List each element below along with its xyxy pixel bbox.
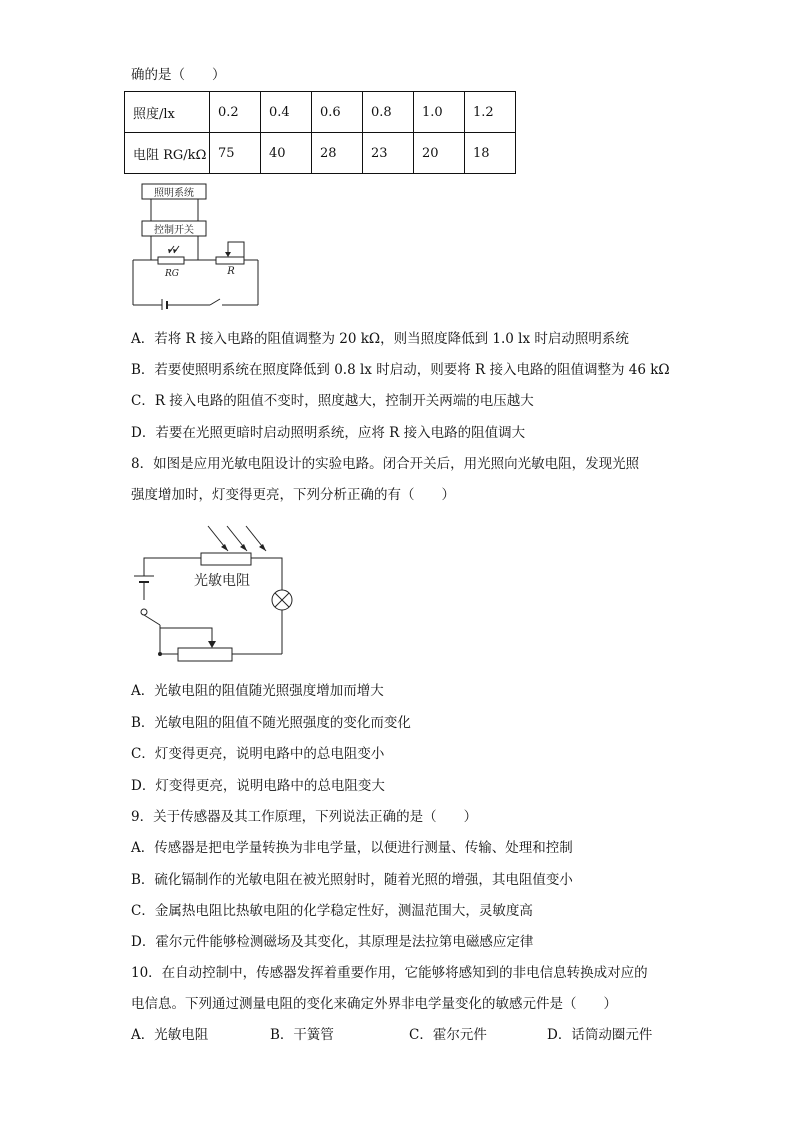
photoresistor-label: 光敏电阻 [194, 573, 250, 589]
table-cell: 1.2 [465, 92, 516, 133]
table-cell: 75 [210, 133, 261, 174]
q7-option-a: A．若将 R 接入电路的阻值调整为 20 kΩ，则当照度降低到 1.0 lx 时启动照明系统 [131, 331, 629, 347]
rg-label: RG [165, 269, 179, 279]
table-cell: 0.8 [363, 92, 414, 133]
photoresistor-rg [158, 257, 184, 264]
photoresistor [201, 553, 251, 565]
switch-blade [144, 615, 160, 625]
table-header-cell: 电阻 RG/kΩ [125, 133, 210, 174]
q9-option-c: C．金属热电阻比热敏电阻的化学稳定性好，测温范围大，灵敏度高 [131, 903, 533, 919]
q7-option-b: B．若要使照明系统在照度降低到 0.8 lx 时启动，则要将 R 接入电路的阻值调整为 46 kΩ [131, 362, 670, 378]
q10-stem-line1: 10．在自动控制中，传感器发挥着重要作用，它能够将感知到的非电信息转换成对应的 [131, 965, 648, 981]
rheostat [178, 648, 232, 661]
q8-stem-line2: 强度增加时，灯变得更亮，下列分析正确的有（ ） [131, 487, 455, 503]
q9-option-d: D．霍尔元件能够检测磁场及其变化，其原理是法拉第电磁感应定律 [131, 934, 534, 950]
q10-option-a: A．光敏电阻 [131, 1027, 209, 1043]
q8-option-d: D．灯变得更亮，说明电路中的总电阻变大 [131, 778, 385, 794]
q10-stem-line2: 电信息。下列通过测量电阻的变化来确定外界非电学量变化的敏感元件是（ ） [131, 996, 617, 1012]
q10-option-c: C．霍尔元件 [409, 1027, 487, 1043]
q7-option-d: D．若要在光照更暗时启动照明系统，应将 R 接入电路的阻值调大 [131, 425, 526, 441]
switch-contact [141, 609, 147, 615]
table-cell: 20 [414, 133, 465, 174]
q10-option-d: D．话筒动圈元件 [547, 1027, 653, 1043]
rheostat-r [216, 257, 244, 264]
table-cell: 18 [465, 133, 516, 174]
table-row [125, 133, 516, 174]
table-cell: 1.0 [414, 92, 465, 133]
table-cell: 23 [363, 133, 414, 174]
table-cell: 0.2 [210, 92, 261, 133]
table-header-cell: 照度/lx [125, 92, 210, 133]
lighting-system-label: 照明系统 [154, 188, 194, 199]
q10-option-b: B．干簧管 [270, 1027, 334, 1043]
q8-option-c: C．灯变得更亮，说明电路中的总电阻变小 [131, 746, 385, 762]
table-cell: 0.4 [261, 92, 312, 133]
switch-blade [210, 299, 220, 305]
question7-stem-tail: 确的是（ ） [131, 67, 226, 83]
q9-stem: 9．关于传感器及其工作原理，下列说法正确的是（ ） [131, 809, 478, 825]
q7-option-c: C．R 接入电路的阻值不变时，照度越大，控制开关两端的电压越大 [131, 393, 534, 409]
q8-stem-line1: 8．如图是应用光敏电阻设计的实验电路。闭合开关后，用光照向光敏电阻，发现光照 [131, 456, 640, 472]
lighting-control-circuit-diagram [128, 178, 268, 310]
table-cell: 0.6 [312, 92, 363, 133]
q8-option-a: A．光敏电阻的阻值随光照强度增加而增大 [131, 683, 384, 699]
illuminance-resistance-table [124, 91, 516, 174]
table-row [125, 92, 516, 133]
photoresistor-lamp-circuit-diagram [128, 518, 308, 666]
control-switch-label: 控制开关 [154, 225, 194, 236]
r-label: R [227, 266, 235, 277]
q9-option-b: B．硫化镉制作的光敏电阻在被光照射时，随着光照的增强，其电阻值变小 [131, 872, 573, 888]
q9-option-a: A．传感器是把电学量转换为非电学量，以便进行测量、传输、处理和控制 [131, 840, 573, 856]
q8-option-b: B．光敏电阻的阻值不随光照强度的变化而变化 [131, 715, 411, 731]
table-cell: 28 [312, 133, 363, 174]
table-cell: 40 [261, 133, 312, 174]
